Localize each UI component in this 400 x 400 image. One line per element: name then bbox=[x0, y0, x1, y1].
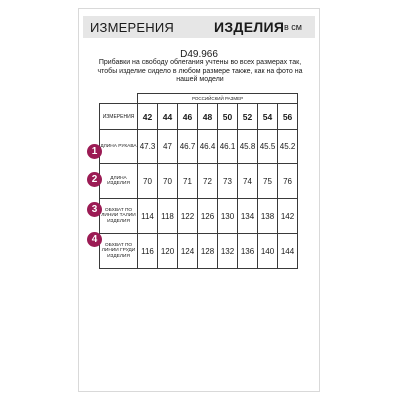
table-cell: 114 bbox=[138, 199, 158, 234]
size-header-cell: 48 bbox=[198, 104, 218, 130]
title-unit: в см bbox=[284, 22, 302, 32]
table-cell: 132 bbox=[218, 234, 238, 269]
title-bar bbox=[83, 16, 315, 38]
row-marker: 3 bbox=[87, 202, 102, 217]
row-label: ОБХВАТ ПО ЛИНИИ ТАЛИИ ИЗДЕЛИЯ bbox=[100, 199, 138, 234]
table-cell: 73 bbox=[218, 164, 238, 199]
table-cell: 45.5 bbox=[258, 130, 278, 164]
row-label: ОБХВАТ ПО ЛИНИИ ГРУДИ ИЗДЕЛИЯ bbox=[100, 234, 138, 269]
size-header-cell: 44 bbox=[158, 104, 178, 130]
table-cell: 118 bbox=[158, 199, 178, 234]
table-cell: 45.2 bbox=[278, 130, 298, 164]
size-header-cell: 56 bbox=[278, 104, 298, 130]
table-cell: 116 bbox=[138, 234, 158, 269]
table-cell: 124 bbox=[178, 234, 198, 269]
row-marker: 1 bbox=[87, 144, 102, 159]
size-system-row bbox=[100, 94, 298, 104]
table-cell: 70 bbox=[138, 164, 158, 199]
table-cell: 134 bbox=[238, 199, 258, 234]
table-cell: 46.4 bbox=[198, 130, 218, 164]
column-caption: ИЗМЕРЕНИЯ bbox=[100, 104, 138, 130]
table-cell: 136 bbox=[238, 234, 258, 269]
corner-cell bbox=[100, 94, 138, 104]
table-cell: 76 bbox=[278, 164, 298, 199]
size-header-row bbox=[100, 104, 298, 130]
fit-note: Прибавки на свободу облегания учтены во всех размерах так, чтобы изделие сидело в любом размере также, как на фото на нашей модели bbox=[97, 59, 303, 83]
size-chart-sheet bbox=[78, 8, 320, 392]
row-label: ДЛИНА РУКАВА bbox=[100, 130, 138, 164]
table-cell: 144 bbox=[278, 234, 298, 269]
table-cell: 130 bbox=[218, 199, 238, 234]
table-cell: 128 bbox=[198, 234, 218, 269]
size-header-cell: 46 bbox=[178, 104, 198, 130]
table-cell: 47.3 bbox=[138, 130, 158, 164]
table-cell: 72 bbox=[198, 164, 218, 199]
size-header-cell: 52 bbox=[238, 104, 258, 130]
table-cell: 126 bbox=[198, 199, 218, 234]
title-measurements: ИЗМЕРЕНИЯ bbox=[90, 20, 174, 35]
table-cell: 142 bbox=[278, 199, 298, 234]
table-cell: 70 bbox=[158, 164, 178, 199]
title-product: ИЗДЕЛИЯ bbox=[214, 19, 285, 35]
table-row bbox=[100, 164, 298, 199]
size-header-cell: 42 bbox=[138, 104, 158, 130]
table-cell: 75 bbox=[258, 164, 278, 199]
table-cell: 45.8 bbox=[238, 130, 258, 164]
size-system-label: РОССИЙСКИЙ РАЗМЕР bbox=[138, 94, 298, 104]
table-cell: 46.7 bbox=[178, 130, 198, 164]
table-cell: 47 bbox=[158, 130, 178, 164]
table-row bbox=[100, 130, 298, 164]
table-cell: 120 bbox=[158, 234, 178, 269]
table-cell: 71 bbox=[178, 164, 198, 199]
size-table bbox=[99, 93, 298, 269]
size-header-cell: 54 bbox=[258, 104, 278, 130]
article-number: D49.966 bbox=[180, 49, 218, 60]
table-row bbox=[100, 199, 298, 234]
row-marker: 2 bbox=[87, 172, 102, 187]
table-cell: 46.1 bbox=[218, 130, 238, 164]
table-cell: 140 bbox=[258, 234, 278, 269]
table-cell: 74 bbox=[238, 164, 258, 199]
table-cell: 138 bbox=[258, 199, 278, 234]
row-marker: 4 bbox=[87, 232, 102, 247]
size-header-cell: 50 bbox=[218, 104, 238, 130]
table-cell: 122 bbox=[178, 199, 198, 234]
table-row bbox=[100, 234, 298, 269]
row-label: ДЛИНА ИЗДЕЛИЯ bbox=[100, 164, 138, 199]
